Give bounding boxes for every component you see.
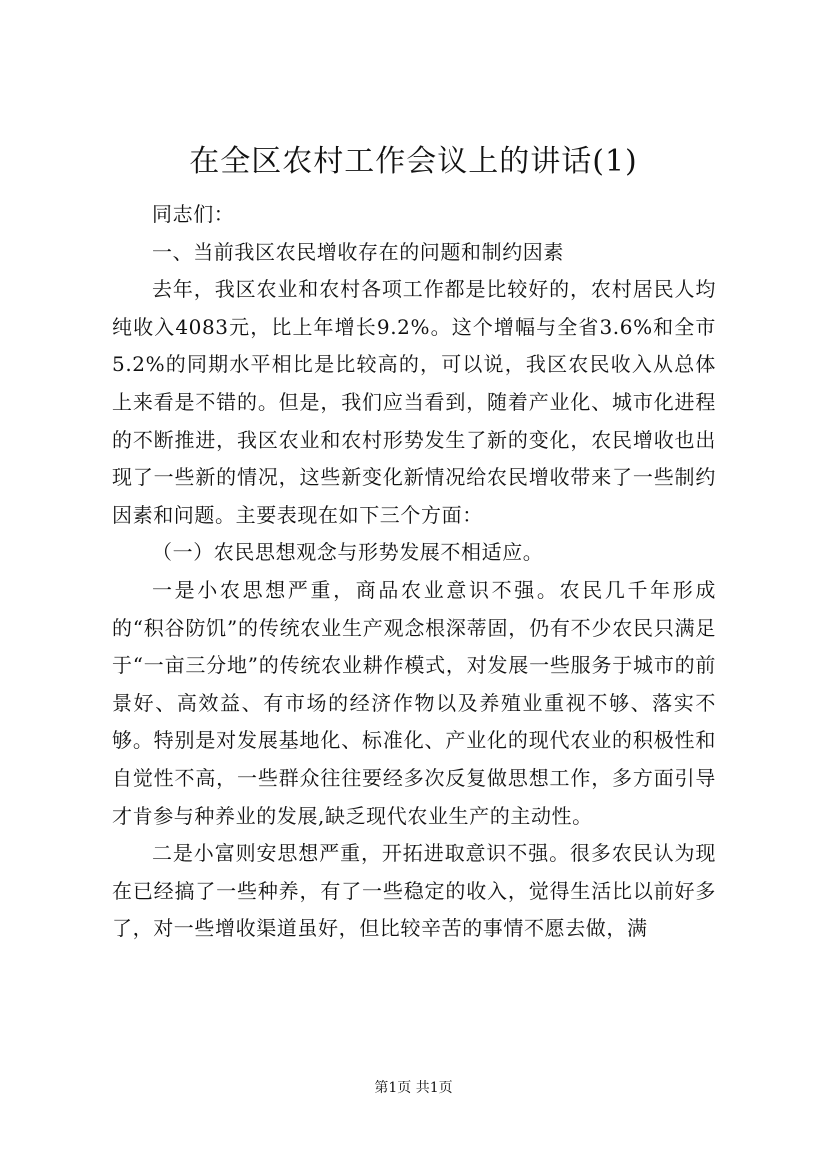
body-paragraph: 二是小富则安思想严重，开拓进取意识不强。很多农民认为现在已经搞了一些种养，有了一些稳定的收入，觉得生活比以前好多了，对一些增收渠道虽好，但比较辛苦的事情不愿去做，满 xyxy=(112,841,716,941)
section-heading: 一、当前我区农民增收存在的问题和制约因素 xyxy=(152,239,564,264)
subsection-heading: （一）农民思想观念与形势发展不相适应。 xyxy=(152,540,544,565)
document-body xyxy=(112,196,716,948)
document-title: 在全区农村工作会议上的讲话(1) xyxy=(189,144,638,179)
salutation-paragraph: 同志们： xyxy=(152,202,235,226)
body-paragraph: 一是小农思想严重，商品农业意识不强。农民几千年形成的“积谷防饥”的传统农业生产观念根深蒂固，仍有不少农民只满足于“一亩三分地”的传统农业耕作模式，对发展一些服务于城市的前景好、高效益、有市场的经济作物以及养殖业重视不够、落实不够。特别是对发展基地化、标准化、产业化的现代农业的积极性和自觉性不高，一些群众往往要经多次反复做思想工作，多方面引导才肯参与种养业的发展,缺乏现代农业生产的主动性。 xyxy=(112,577,716,828)
body-paragraph: 去年，我区农业和农村各项工作都是比较好的，农村居民人均纯收入4083元，比上年增长9.2%。这个增幅与全省3.6%和全市5.2%的同期水平相比是比较高的，可以说，我区农民收入从总体上来看是不错的。但是，我们应当看到，随着产业化、城市化进程的不断推进，我区农业和农村形势发生了新的变化，农民增收也出现了一些新的情况，这些新变化新情况给农民增收带来了一些制约因素和问题。主要表现在如下三个方面： xyxy=(112,277,716,527)
page-footer: 第1页 共1页 xyxy=(374,1080,453,1096)
